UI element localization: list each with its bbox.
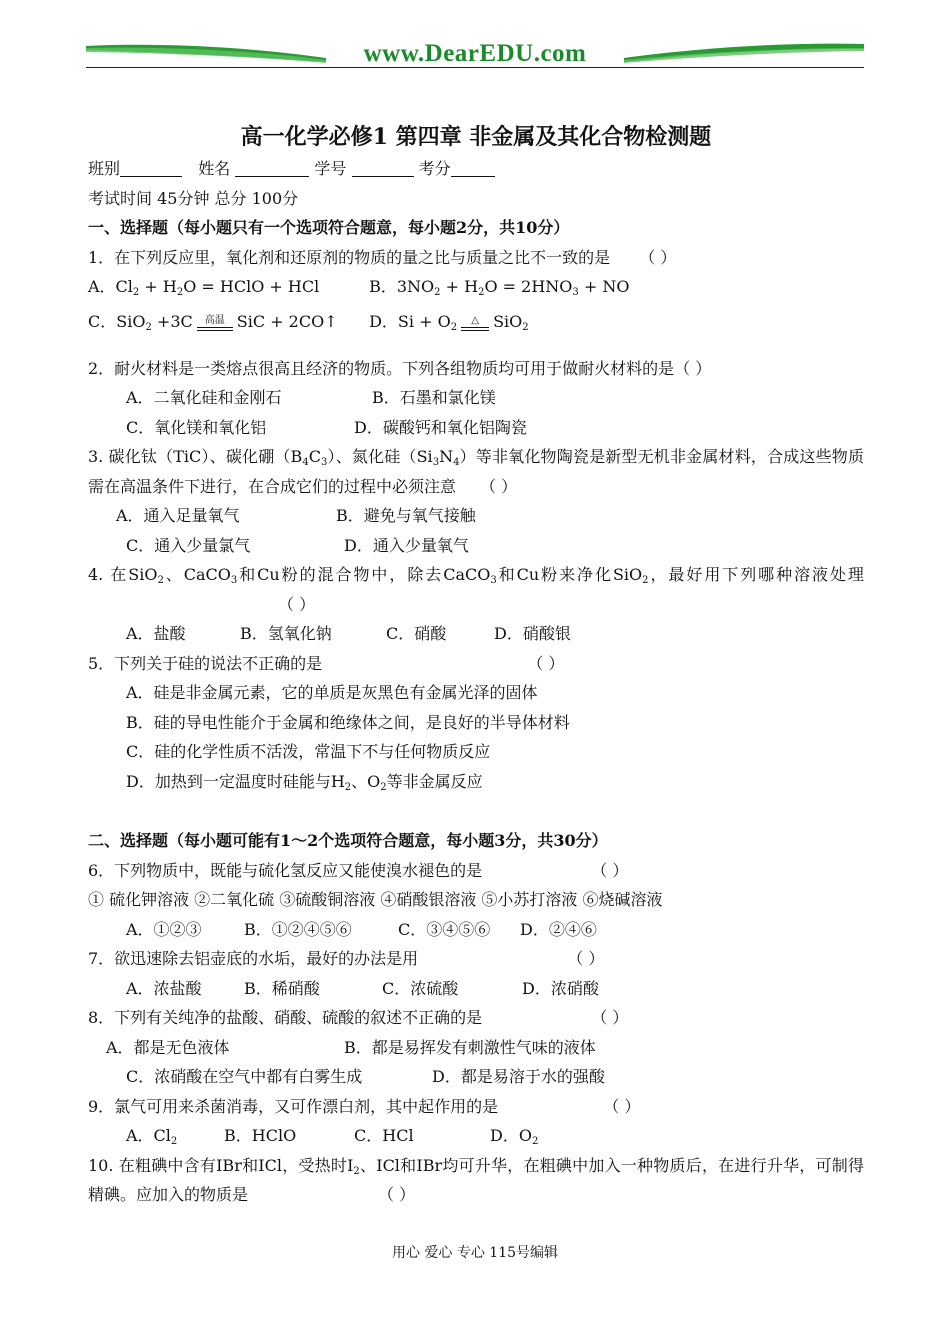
q4-option-c[interactable]: C．硝酸 [386, 624, 447, 643]
q5-option-a[interactable]: A．硅是非金属元素，它的单质是灰黑色有金属光泽的固体 [126, 683, 538, 702]
section2-heading: 二、选择题（每小题可能有1～2个选项符合题意，每小题3分，共30分） [88, 831, 608, 850]
q7-option-c[interactable]: C．浓硫酸 [382, 978, 459, 998]
q1-option-a[interactable]: A．$Cl_2 + H_2O$ = HClO + HCl [88, 277, 320, 298]
q6-answer-paren[interactable]: （ ） [591, 860, 629, 880]
q6-options [88, 915, 864, 945]
q3-options-ab [88, 501, 864, 531]
exam-time: 考试时间 45分钟 总分 100分 [88, 188, 299, 208]
q8-option-b[interactable]: B．都是易挥发有刺激性气味的液体 [344, 1037, 596, 1057]
q8-option-c[interactable]: C．浓硝酸在空气中都有白雾生成 [126, 1067, 363, 1086]
q4-options [88, 619, 864, 649]
q7-option-b[interactable]: B．稀硝酸 [244, 978, 320, 998]
q10-stem: 10. 在粗碘中含有IBr和ICl，受热时$I_2$、ICl和IBr均可升华，在粗碘中加入一种物质后，在进行升华，可制得精碘。应加入的物质是 （ ） [88, 1151, 864, 1210]
name-blank[interactable] [235, 158, 309, 177]
q3-option-d[interactable]: D．通入少量氧气 [344, 535, 469, 555]
header-divider [86, 67, 864, 68]
student-info-row [88, 154, 864, 184]
q6-option-a[interactable]: A．①②③ [126, 919, 202, 939]
q2-options-cd [88, 413, 864, 443]
q6-stem: 6．下列物质中，既能与硫化氢反应又能使溴水褪色的是 （ ） [88, 856, 864, 886]
q9-option-b[interactable]: B．HClO [224, 1126, 297, 1145]
q4-option-d[interactable]: D．硝酸银 [494, 624, 571, 643]
q2-options-ab [88, 383, 864, 413]
q3-stem: 3. 碳化钛（TiC）、碳化硼$(B_4C_3)$、氮化硅$(Si_3N_4)$等非氧化物陶瓷是新型无机非金属材料，合成这些物质需在高温条件下进行，在合成它们的过程中必须注意 （ ） [88, 442, 864, 501]
header-banner [86, 36, 864, 72]
q9-options [88, 1121, 864, 1151]
q2-option-b[interactable]: B．石墨和氯化镁 [372, 388, 496, 407]
q9-stem: 9．氯气可用来杀菌消毒，又可作漂白剂，其中起作用的是 （ ） [88, 1092, 864, 1122]
q10-answer-paren[interactable]: （ ） [378, 1185, 416, 1204]
q1-option-d[interactable]: D．$Si + O_2$ △ SiO$_2$ [369, 311, 529, 333]
q7-stem: 7．欲迅速除去铝壶底的水垢，最好的办法是用 （ ） [88, 944, 864, 974]
q2-option-a[interactable]: A．二氧化硅和金刚石 [126, 388, 282, 407]
page-title: 高一化学必修1 第四章 非金属及其化合物检测题 [240, 124, 712, 150]
q5-option-b[interactable]: B．硅的导电性能介于金属和绝缘体之间，是良好的半导体材料 [126, 712, 570, 732]
q3-option-a[interactable]: A．通入足量氧气 [116, 506, 240, 525]
q3-option-c[interactable]: C．通入少量氯气 [126, 535, 251, 555]
q8-options-ab [88, 1033, 864, 1063]
q4-answer-paren[interactable]: （ ） [278, 594, 316, 614]
section1-heading: 一、选择题（每小题只有一个选项符合题意，每小题2分，共10分） [88, 218, 570, 237]
q5-option-d[interactable]: D．加热到一定温度时硅能与$H_2$、$O_2$等非金属反应 [126, 771, 483, 793]
q6-option-b[interactable]: B．①②④⑤⑥ [244, 919, 352, 939]
q1-stem: 1．在下列反应里，氧化剂和还原剂的物质的量之比与质量之比不一致的是 （ ） [88, 243, 864, 273]
score-blank[interactable] [451, 158, 495, 177]
q8-answer-paren[interactable]: （ ） [591, 1008, 629, 1027]
site-logo[interactable]: www.DearEDU.com [363, 40, 587, 67]
q1-options-cd [88, 302, 864, 342]
id-blank[interactable] [352, 158, 414, 177]
q1-c-condition-high-temp: 高温 [197, 316, 233, 331]
q7-option-a[interactable]: A．浓盐酸 [126, 978, 202, 998]
q8-options-cd [88, 1062, 864, 1092]
q3-answer-paren[interactable]: （ ） [480, 476, 518, 496]
q9-option-c[interactable]: C．HCl [354, 1126, 414, 1145]
class-blank[interactable] [120, 158, 182, 177]
q6-option-c[interactable]: C．③④⑤⑥ [398, 919, 491, 939]
q9-option-a[interactable]: A．$Cl_2$ [126, 1126, 178, 1147]
q1-d-condition-heat: △ [461, 316, 489, 331]
q2-option-c[interactable]: C．氧化镁和氧化铝 [126, 417, 267, 437]
q8-stem: 8．下列有关纯净的盐酸、硝酸、硫酸的叙述不正确的是 （ ） [88, 1003, 864, 1033]
q4-stem: 4. 在SiO$_2$、CaCO$_3$和Cu粉的混合物中，除去CaCO$_3$和Cu粉来净化SiO$_2$，最好用下列哪种溶液处理（ ） [88, 560, 864, 619]
q3-options-cd [88, 531, 864, 561]
q9-option-d[interactable]: D．$O_2$ [490, 1126, 539, 1147]
q5-stem: 5．下列关于硅的说法不正确的是 （ ） [88, 649, 864, 679]
q1-options-ab [88, 272, 864, 302]
score-label: 考分 [418, 159, 451, 178]
q5-option-c[interactable]: C．硅的化学性质不活泼，常温下不与任何物质反应 [126, 742, 491, 761]
id-label: 学号 [314, 159, 347, 178]
q1-option-b[interactable]: B．$3NO_2 + H_2O = 2HNO_3$ + NO [369, 277, 630, 298]
q4-option-b[interactable]: B．氢氧化钠 [240, 624, 332, 643]
name-label: 姓名 [198, 159, 231, 178]
q5-answer-paren[interactable]: （ ） [527, 653, 565, 673]
q3-option-b[interactable]: B．避免与氧气接触 [336, 506, 476, 525]
q7-answer-paren[interactable]: （ ） [567, 949, 605, 968]
q6-option-d[interactable]: D．②④⑥ [520, 919, 597, 939]
q2-option-d[interactable]: D．碳酸钙和氧化铝陶瓷 [354, 417, 527, 437]
q7-options [88, 974, 864, 1004]
q1-answer-paren[interactable]: （ ） [639, 247, 677, 267]
q6-item-list: ① 硫化钾溶液 ②二氧化硫 ③硫酸铜溶液 ④硝酸银溶液 ⑤小苏打溶液 ⑥烧碱溶液 [88, 890, 663, 909]
class-label: 班别 [88, 159, 121, 178]
exam-document [88, 120, 864, 1210]
q9-answer-paren[interactable]: （ ） [603, 1096, 641, 1116]
q8-option-d[interactable]: D．都是易溶于水的强酸 [432, 1067, 605, 1086]
q7-option-d[interactable]: D．浓硝酸 [522, 978, 599, 998]
q1-option-c[interactable]: C．SiO$_2$ +3C 高温 SiC + 2CO↑ [88, 311, 338, 333]
q4-option-a[interactable]: A．盐酸 [126, 624, 186, 643]
page-footer: 用心 爱心 专心 115号编辑 [391, 1245, 559, 1261]
q8-option-a[interactable]: A．都是无色液体 [106, 1037, 230, 1057]
q2-stem: 2．耐火材料是一类熔点很高且经济的物质。下列各组物质均可用于做耐火材料的是（ ） [88, 358, 712, 378]
